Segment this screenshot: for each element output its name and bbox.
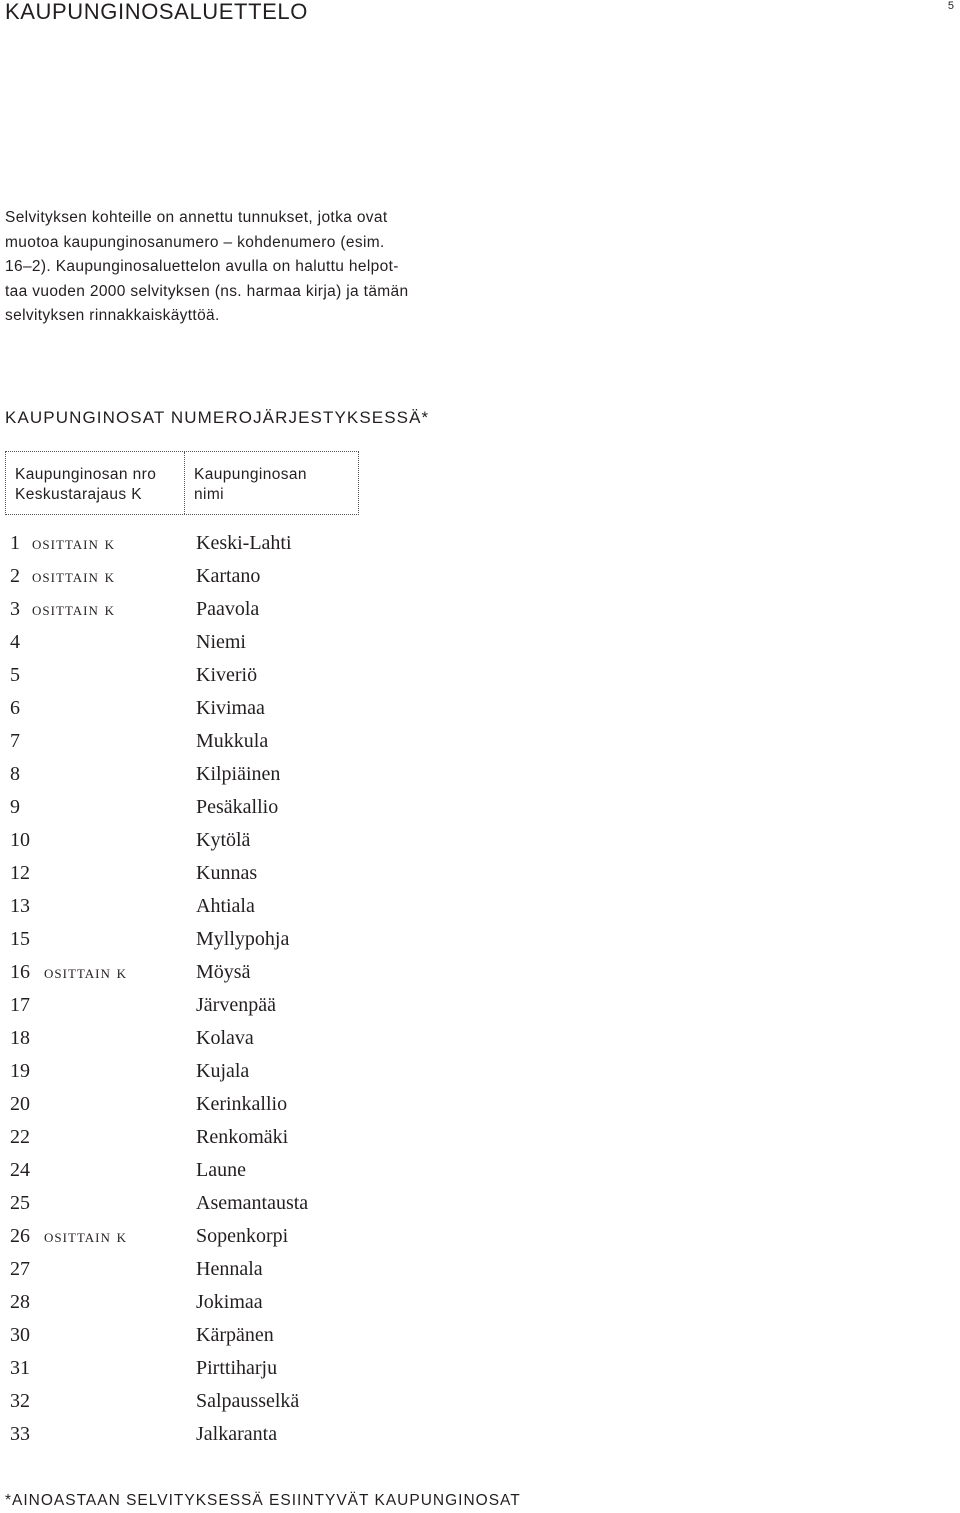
district-number: 24 — [10, 1159, 30, 1181]
district-name: Järvenpää — [196, 994, 276, 1016]
district-name: Jokimaa — [196, 1291, 263, 1313]
table-row — [10, 1187, 410, 1220]
intro-line: muotoa kaupunginosanumero – kohdenumero (esim. — [5, 233, 385, 251]
table-row — [10, 1319, 410, 1352]
district-list — [10, 527, 410, 1451]
district-name: Pesäkallio — [196, 796, 279, 818]
center-boundary-flag: osittain k — [44, 1226, 128, 1247]
footnote: *AINOASTAAN SELVITYKSESSÄ ESIINTYVÄT KAUPUNGINOSAT — [5, 1492, 521, 1509]
district-number: 26 — [10, 1225, 30, 1247]
table-row — [10, 1088, 410, 1121]
district-name: Laune — [196, 1159, 246, 1181]
table-row — [10, 1055, 410, 1088]
header-name-label: Kaupunginosan — [194, 466, 307, 483]
page-number: 5 — [947, 0, 954, 12]
district-name: Kiveriö — [196, 664, 258, 686]
district-number: 5 — [10, 664, 20, 686]
table-row — [10, 923, 410, 956]
table-row — [10, 725, 410, 758]
header-number-column — [6, 452, 185, 514]
center-boundary-flag: osittain k — [32, 533, 116, 554]
district-number: 19 — [10, 1060, 30, 1082]
district-number: 33 — [10, 1423, 30, 1445]
district-number: 9 — [10, 796, 20, 818]
district-number: 7 — [10, 730, 20, 752]
intro-paragraph — [5, 206, 475, 329]
district-name: Mukkula — [196, 730, 269, 752]
district-number: 32 — [10, 1390, 30, 1412]
table-row — [10, 593, 410, 626]
district-number: 20 — [10, 1093, 30, 1115]
district-number: 22 — [10, 1126, 30, 1148]
table-row — [10, 1022, 410, 1055]
table-row — [10, 791, 410, 824]
table-row — [10, 1385, 410, 1418]
district-name: Kartano — [196, 565, 261, 587]
district-number: 28 — [10, 1291, 30, 1313]
district-name: Kujala — [196, 1060, 250, 1082]
district-name: Ahtiala — [196, 895, 255, 917]
header-center-label: Keskustarajaus K — [15, 486, 143, 503]
intro-line: taa vuoden 2000 selvityksen (ns. harmaa kirja) ja tämän — [5, 282, 409, 300]
intro-line: 16–2). Kaupunginosaluettelon avulla on haluttu helpot- — [5, 258, 399, 275]
table-row — [10, 560, 410, 593]
district-name: Myllypohja — [196, 928, 290, 950]
district-number: 31 — [10, 1357, 30, 1379]
district-name: Salpausselkä — [196, 1390, 300, 1412]
table-row — [10, 1154, 410, 1187]
header-number-label: Kaupunginosan nro — [15, 466, 157, 483]
district-number: 13 — [10, 895, 30, 917]
page-title: KAUPUNGINOSALUETTELO — [5, 0, 308, 24]
district-number: 1 — [10, 532, 20, 554]
district-number: 17 — [10, 994, 30, 1016]
district-number: 6 — [10, 697, 20, 719]
header-name-label-2: nimi — [194, 486, 225, 503]
district-number: 27 — [10, 1258, 30, 1280]
district-name: Renkomäki — [196, 1126, 289, 1148]
district-name: Kunnas — [196, 862, 258, 884]
district-name: Keski-Lahti — [196, 532, 292, 554]
table-row — [10, 1352, 410, 1385]
district-number: 25 — [10, 1192, 30, 1214]
center-boundary-flag: osittain k — [44, 962, 128, 983]
intro-line: selvityksen rinnakkaiskäyttöä. — [5, 307, 220, 324]
center-boundary-flag: osittain k — [32, 599, 116, 620]
district-number: 30 — [10, 1324, 30, 1346]
district-number: 3 — [10, 598, 20, 620]
district-number: 16 — [10, 961, 30, 983]
table-row — [10, 527, 410, 560]
district-name: Hennala — [196, 1258, 263, 1280]
center-boundary-flag: osittain k — [32, 566, 116, 587]
district-name: Kerinkallio — [196, 1093, 288, 1115]
section-heading: KAUPUNGINOSAT NUMEROJÄRJESTYKSESSÄ* — [5, 408, 430, 427]
table-row — [10, 659, 410, 692]
district-number: 10 — [10, 829, 30, 851]
table-row — [10, 692, 410, 725]
header-name-column — [185, 452, 358, 514]
table-row — [10, 1253, 410, 1286]
district-name: Kivimaa — [196, 697, 265, 719]
district-name: Kärpänen — [196, 1324, 274, 1346]
table-row — [10, 989, 410, 1022]
table-row — [10, 758, 410, 791]
district-number: 8 — [10, 763, 20, 785]
table-row — [10, 1220, 410, 1253]
table-row — [10, 1121, 410, 1154]
district-name: Kolava — [196, 1027, 254, 1049]
table-row — [10, 824, 410, 857]
table-row — [10, 626, 410, 659]
district-name: Pirttiharju — [196, 1357, 278, 1379]
district-name: Niemi — [196, 631, 246, 653]
district-number: 15 — [10, 928, 30, 950]
district-name: Paavola — [196, 598, 260, 620]
district-name: Asemantausta — [196, 1192, 309, 1214]
district-name: Kilpiäinen — [196, 763, 281, 785]
table-header — [5, 451, 359, 515]
table-row — [10, 890, 410, 923]
district-number: 18 — [10, 1027, 30, 1049]
district-name: Möysä — [196, 961, 251, 983]
district-number: 12 — [10, 862, 30, 884]
table-row — [10, 956, 410, 989]
district-number: 2 — [10, 565, 20, 587]
district-name: Jalkaranta — [196, 1423, 278, 1445]
district-name: Kytölä — [196, 829, 251, 851]
intro-line: Selvityksen kohteille on annettu tunnukset, jotka ovat — [5, 209, 388, 226]
table-row — [10, 1418, 410, 1451]
table-row — [10, 857, 410, 890]
district-number: 4 — [10, 631, 20, 653]
table-row — [10, 1286, 410, 1319]
district-name: Sopenkorpi — [196, 1225, 289, 1247]
